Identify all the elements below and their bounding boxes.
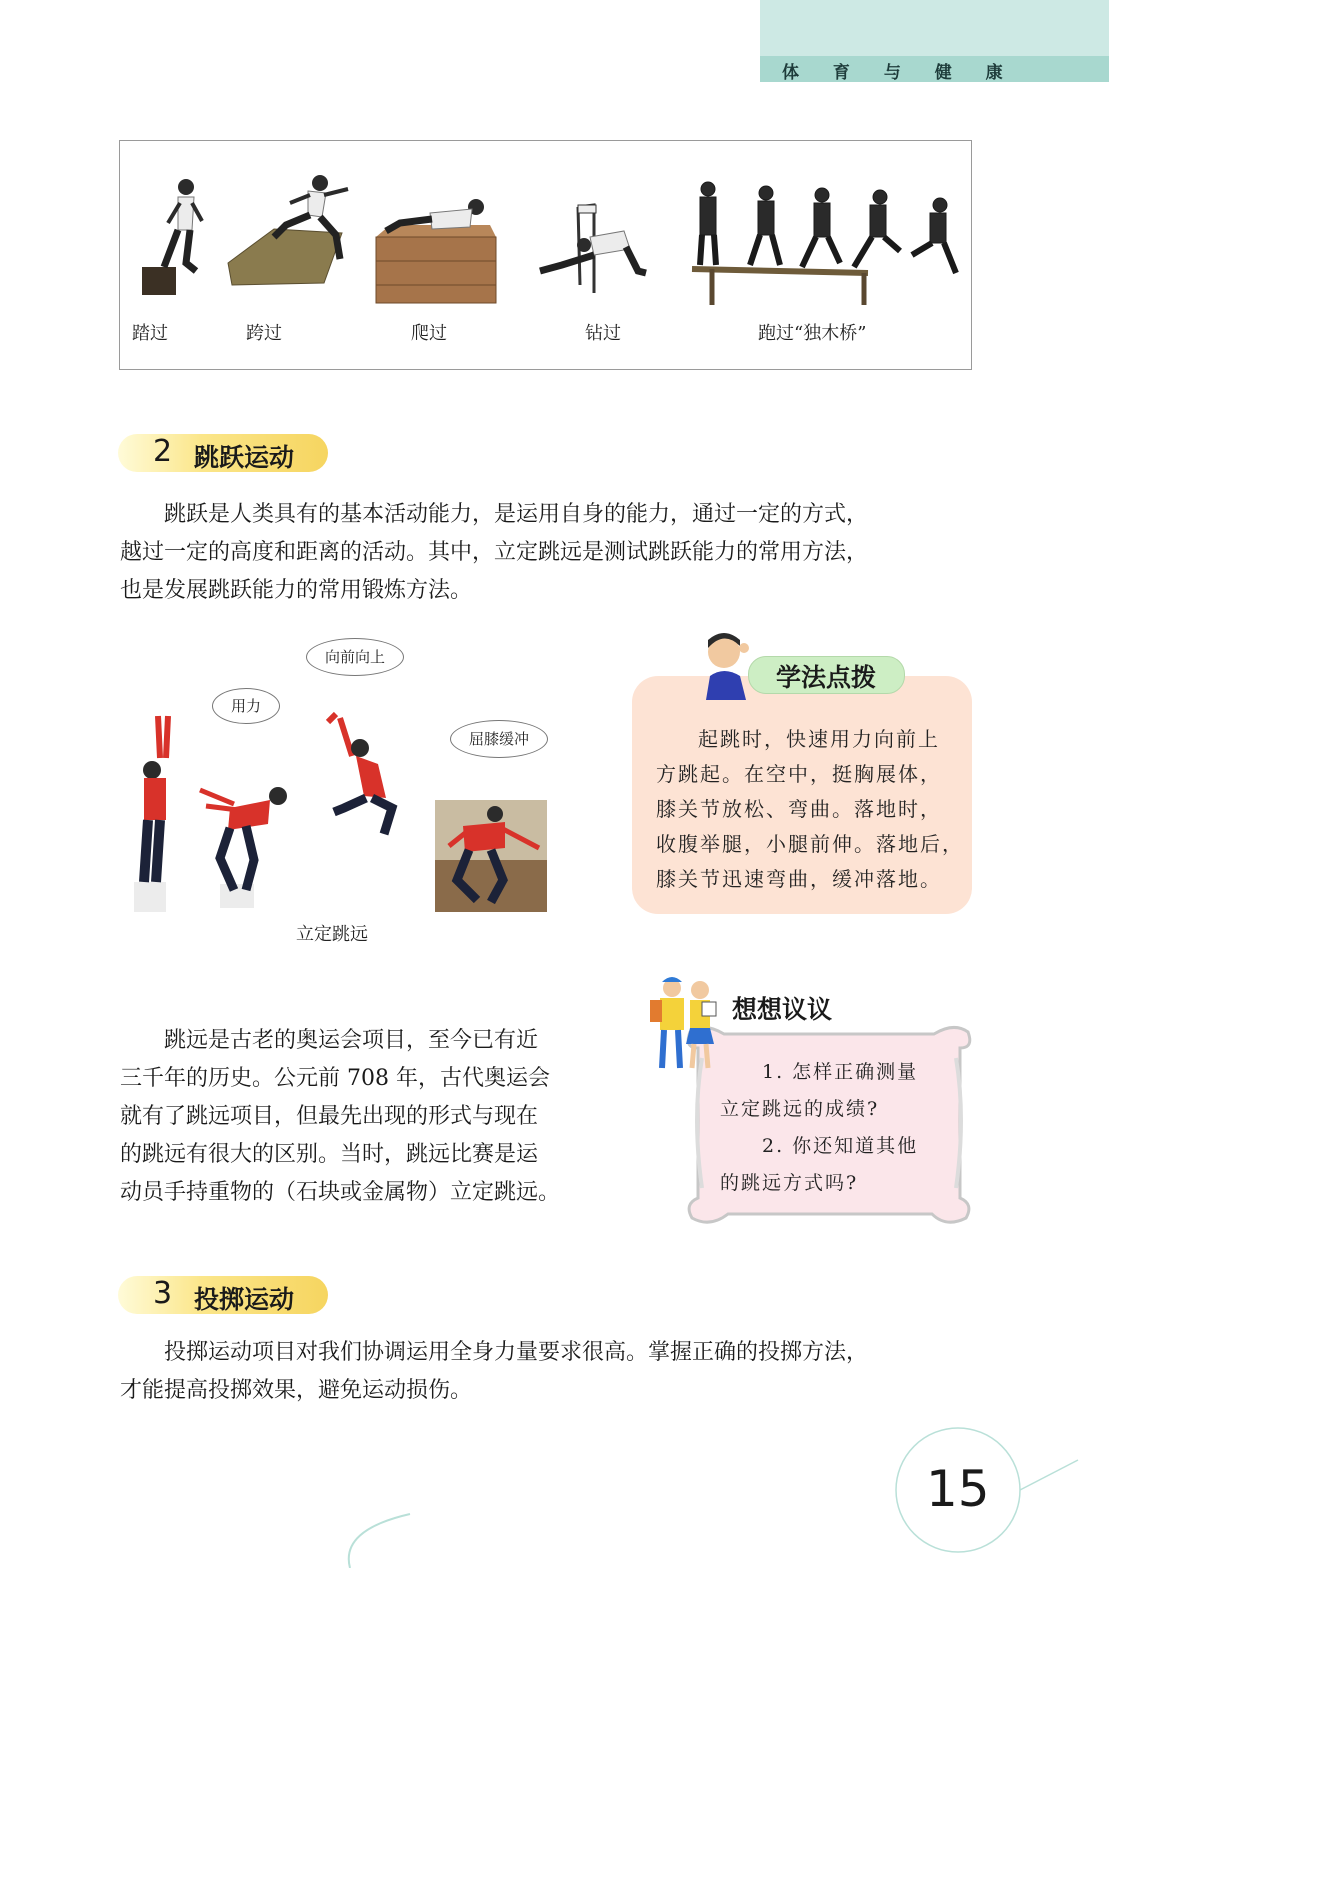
tips-line: 方跳起。在空中，挺胸展体， (656, 762, 942, 786)
subject-label: 体 育 与 健 康 (782, 63, 1017, 83)
section2-paragraph (120, 496, 990, 610)
jump-phase1-figure (130, 706, 190, 916)
footer-swoosh (330, 1420, 1109, 1568)
section3-line: 投掷运动项目对我们协调运用全身力量要求很高。掌握正确的投掷方法， (164, 1340, 869, 1365)
section2-title: 跳跃运动 (194, 443, 295, 472)
discuss-title: 想想议议 (732, 995, 833, 1024)
jump-phase4-figure (435, 800, 547, 912)
tips-body (656, 722, 966, 897)
discuss-line: 的跳远方式吗? (720, 1172, 859, 1194)
step-over-figure (134, 175, 214, 300)
section2-line: 越过一定的高度和距离的活动。其中，立定跳远是测试跳跃能力的常用方法， (120, 540, 869, 565)
section3-number: 3 (153, 1276, 173, 1311)
history-line: 三千年的历史。公元前 708 年，古代奥运会 (120, 1066, 550, 1091)
section3-title: 投掷运动 (194, 1285, 295, 1314)
stride-over-figure (224, 171, 364, 296)
crawl-under-figure (534, 201, 650, 297)
discuss-line: 2. 你还知道其他 (762, 1135, 919, 1157)
history-line: 动员手持重物的（石块或金属物）立定跳远。 (120, 1180, 561, 1205)
discuss-body (720, 1054, 950, 1202)
history-line: 跳远是古老的奥运会项目，至今已有近 (164, 1028, 539, 1053)
history-paragraph (120, 1022, 620, 1212)
tips-title: 学法点拨 (776, 663, 877, 692)
caption-crawl-under: 钻过 (585, 323, 621, 344)
jump-phase2-figure (194, 780, 294, 916)
section2-number: 2 (153, 434, 173, 469)
caption-crawl-over: 爬过 (411, 323, 447, 344)
tips-line: 起跳时，快速用力向前上 (698, 727, 940, 751)
crawl-over-figure (372, 199, 502, 307)
discuss-line: 1. 怎样正确测量 (762, 1061, 919, 1083)
history-line: 就有了跳远项目，但最先出现的形式与现在 (120, 1104, 539, 1129)
page-number: 15 (926, 1460, 990, 1518)
student-thinking-icon (700, 630, 752, 702)
section2-line: 跳跃是人类具有的基本活动能力，是运用自身的能力，通过一定的方式， (164, 502, 869, 527)
tips-line: 膝关节放松、弯曲。落地时， (656, 797, 942, 821)
students-reading-icon (648, 974, 720, 1074)
caption-stride-over: 跨过 (246, 323, 282, 344)
caption-beam-run: 跑过“独木桥” (758, 323, 867, 344)
caption-step-over: 踏过 (132, 323, 168, 344)
discuss-line: 立定跳远的成绩? (720, 1098, 880, 1120)
section3-paragraph (120, 1334, 990, 1410)
section2-line: 也是发展跳跃能力的常用锻炼方法。 (120, 578, 473, 603)
bubble-knee-buffer: 屈膝缓冲 (450, 720, 548, 758)
jump-phase3-figure (326, 708, 402, 844)
bubble-forward-up: 向前向上 (306, 638, 404, 676)
obstacle-figure-box (119, 140, 972, 370)
tips-line: 膝关节迅速弯曲，缓冲落地。 (656, 867, 942, 891)
section3-line: 才能提高投掷效果，避免运动损伤。 (120, 1378, 473, 1403)
tips-line: 收腹举腿，小腿前伸。落地后， (656, 832, 964, 856)
beam-run-figure (690, 181, 970, 307)
long-jump-caption: 立定跳远 (296, 924, 368, 945)
bubble-force: 用力 (212, 688, 280, 724)
history-line: 的跳远有很大的区别。当时，跳远比赛是运 (120, 1142, 539, 1167)
